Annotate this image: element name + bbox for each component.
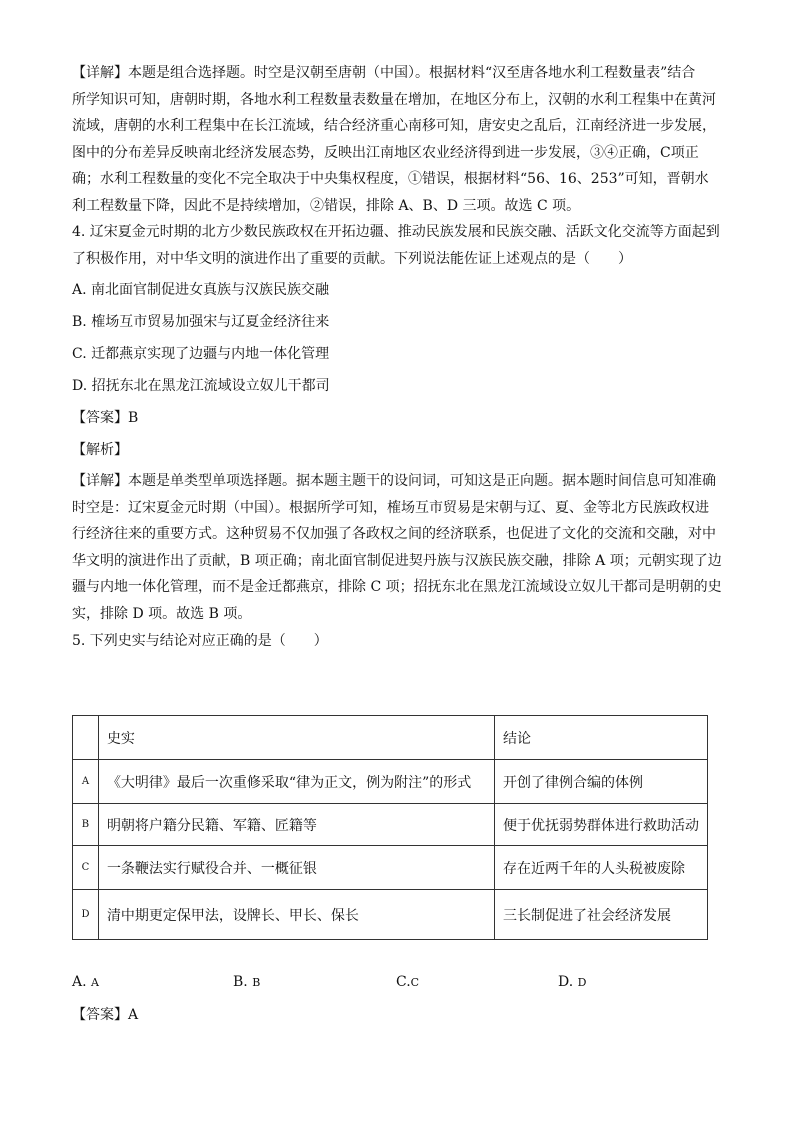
- table-cell: 一条鞭法实行赋役合并、一概征银: [98, 846, 494, 890]
- text-line: 所学知识可知，唐朝时期，各地水利工程数量表数量在增加，在地区分布上，汉朝的水利工程集中在黄河: [72, 91, 716, 108]
- q5-choices: [72, 974, 722, 994]
- table-header-cell: 史实: [98, 716, 494, 760]
- option-a: A. 南北面官制促进女真族与汉族民族交融: [72, 282, 330, 298]
- text-line: 【详解】本题是单类型单项选择题。据本题主题干的设问词，可知这是正向题。据本题时间信息可知准确: [72, 473, 716, 489]
- answer-value: A: [128, 1007, 139, 1023]
- table-cell: D: [73, 890, 99, 940]
- table-cell: 清中期更定保甲法，设牌长、甲长、保长: [98, 890, 494, 940]
- q4-answer: [72, 402, 722, 434]
- text-line: 图中的分布差异反映南北经济发展态势，反映出江南地区农业经济得到进一步发展，③④正确，C项正: [72, 144, 699, 161]
- text-line: 【详解】本题是组合选择题。时空是汉朝至唐朝（中国）。根据材料“汉至唐各地水利工程数量表”结合: [72, 65, 696, 81]
- table-header-cell: 结论: [495, 716, 708, 760]
- q4-analysis-label: 【解析】: [72, 442, 128, 458]
- text-line: 时空是：辽宋夏金元时期（中国）。根据所学可知，榷场互市贸易是宋朝与辽、夏、金等北方民族政权进: [72, 499, 709, 516]
- q4-stem: [72, 219, 722, 272]
- text-line: 实，排除 D 项。故选 B 项。: [72, 605, 252, 622]
- table-cell: B: [73, 804, 99, 846]
- q4-detail: [72, 468, 722, 627]
- text-line: 4. 辽宋夏金元时期的北方少数民族政权在开拓边疆、推动民族发展和民族交融、活跃文化交流等方面起到: [72, 224, 720, 240]
- table-cell: 三长制促进了社会经济发展: [495, 890, 708, 940]
- table-row: [73, 846, 708, 890]
- text-line: 利工程数量下降，因此不是持续增加，②错误，排除 A、B、D 三项。故选 C 项。: [72, 197, 581, 214]
- table-row: [73, 890, 708, 940]
- text-line: 了积极作用，对中华文明的演进作出了重要的贡献。下列说法能佐证上述观点的是（ ）: [72, 250, 632, 267]
- table-cell: 存在近两千年的人头税被废除: [495, 846, 708, 890]
- choice-c: C.C: [396, 974, 420, 990]
- choice-a: A. A: [72, 974, 99, 990]
- table-cell: 明朝将户籍分民籍、军籍、匠籍等: [98, 804, 494, 846]
- q5-answer: [72, 1003, 138, 1027]
- option-c: C. 迁都燕京实现了边疆与内地一体化管理: [72, 346, 330, 362]
- text-line: 华文明的演进作出了贡献，B 项正确；南北面官制促进契丹族与汉族民族交融，排除 A 项；元朝实现了边: [72, 552, 722, 569]
- table-cell: 《大明律》最后一次重修采取“律为正文，例为附注”的形式: [98, 760, 494, 804]
- choice-b: B. B: [233, 974, 261, 990]
- option-d: D. 招抚东北在黑龙江流域设立奴儿干都司: [72, 378, 330, 394]
- document-page: [72, 60, 722, 655]
- answer-label: 【答案】: [72, 1007, 128, 1023]
- option-b: B. 榷场互市贸易加强宋与辽夏金经济往来: [72, 314, 330, 330]
- table-cell: C: [73, 846, 99, 890]
- text-line: 确；水利工程数量的变化不完全取决于中央集权程度，①错误，根据材料“56、16、253”可知，晋朝水: [72, 171, 709, 187]
- q5-stem: 5. 下列史实与结论对应正确的是（ ）: [72, 633, 328, 649]
- table-cell: A: [73, 760, 99, 804]
- text-line: 流域，唐朝的水利工程集中在长江流域，结合经济重心南移可知，唐安史之乱后，江南经济进一步发展，: [72, 118, 716, 134]
- table-cell: 便于优抚弱势群体进行救助活动: [495, 804, 708, 846]
- answer-value: B: [128, 410, 139, 426]
- q5-table: [72, 715, 708, 940]
- table-cell: 开创了律例合编的体例: [495, 760, 708, 804]
- choice-d: D. D: [558, 974, 587, 990]
- text-line: 疆与内地一体化管理，而不是金迁都燕京，排除 C 项；招抚东北在黑龙江流域设立奴儿干都司是明朝的史: [72, 579, 722, 595]
- q3-detail: [72, 60, 722, 219]
- answer-label: 【答案】: [72, 410, 128, 426]
- q4-options: [72, 274, 722, 402]
- text-line: 行经济往来的重要方式。这种贸易不仅加强了各政权之间的经济联系，也促进了文化的交流和交融，对中: [72, 526, 716, 542]
- table-header-row: [73, 716, 708, 760]
- table-row: [73, 804, 708, 846]
- table-header-cell: [73, 716, 99, 760]
- table-row: [73, 760, 708, 804]
